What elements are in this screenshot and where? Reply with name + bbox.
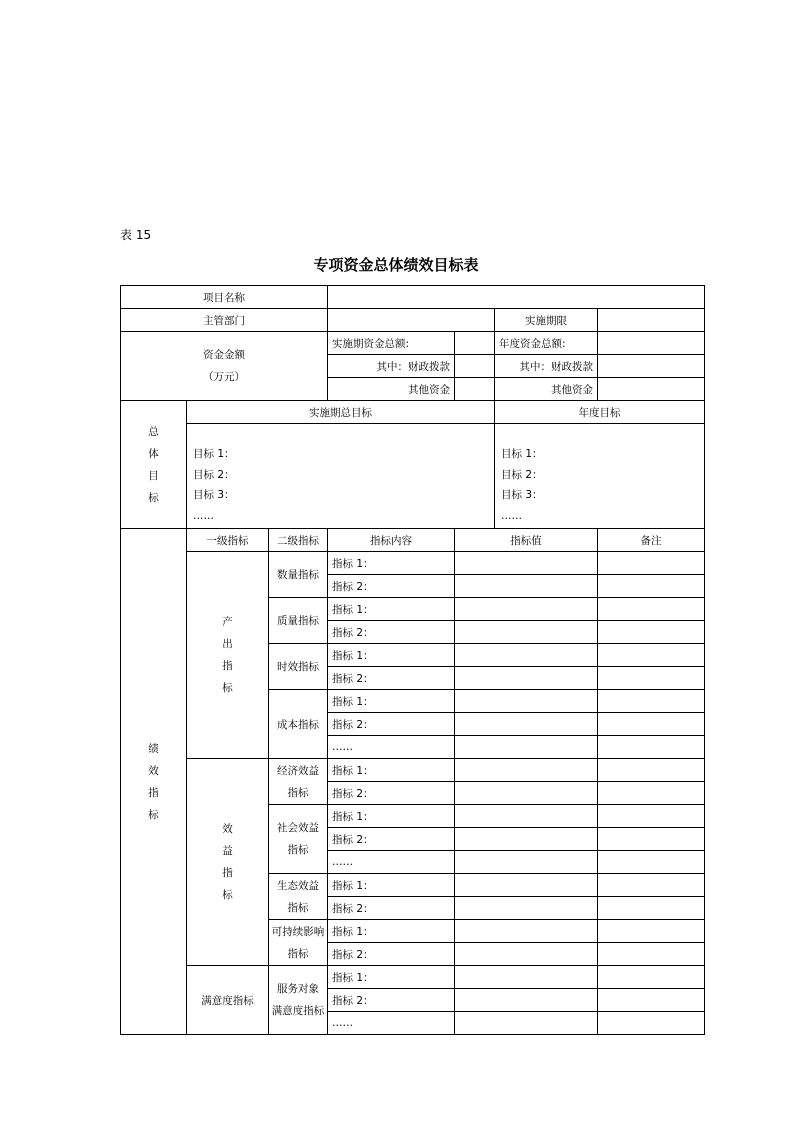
indicator-content: 指标 2： <box>328 575 455 598</box>
economic-indicator <box>269 759 328 805</box>
col-remark: 备注 <box>598 529 705 552</box>
period-goal-header: 实施期总目标 <box>187 401 495 424</box>
indicator-content: 指标 2： <box>328 621 455 644</box>
indicator-remark[interactable] <box>598 1012 705 1035</box>
perf-char: 标 <box>148 808 159 821</box>
annual-goal-2: 目标 2： <box>501 468 543 481</box>
annual-funds-label: 年度资金总额: <box>495 332 598 355</box>
total-other-label: 其他资金 <box>328 378 455 401</box>
perf-char: 效 <box>148 764 159 777</box>
indicator-remark[interactable] <box>598 943 705 966</box>
social-line2: 指标 <box>287 844 309 856</box>
fund-amount-label <box>121 332 328 401</box>
overall-char: 体 <box>148 447 159 460</box>
overall-char: 目 <box>148 469 159 482</box>
total-other-value[interactable] <box>455 378 495 401</box>
quantity-indicator: 数量指标 <box>269 552 328 598</box>
indicator-remark[interactable] <box>598 805 705 828</box>
indicator-content: 指标 1： <box>328 552 455 575</box>
benefit-indicator-label <box>187 759 269 966</box>
indicator-remark[interactable] <box>598 828 705 851</box>
service-satisfaction-indicator <box>269 966 328 1035</box>
benefit-char: 效 <box>222 823 233 835</box>
social-line1: 社会效益 <box>277 822 319 834</box>
economic-line2: 指标 <box>287 786 309 799</box>
social-indicator <box>269 805 328 874</box>
total-fiscal-value[interactable] <box>455 355 495 378</box>
indicator-value[interactable] <box>455 759 598 782</box>
service-line1: 服务对象 <box>277 983 319 995</box>
indicator-value[interactable] <box>455 575 598 598</box>
page-title: 专项资金总体绩效目标表 <box>313 256 479 274</box>
col-level2: 二级指标 <box>269 529 328 552</box>
indicator-value[interactable] <box>455 621 598 644</box>
annual-goal-3: 目标 3： <box>501 489 543 501</box>
benefit-char: 标 <box>222 889 233 901</box>
indicator-remark[interactable] <box>598 713 705 736</box>
total-funds-value[interactable] <box>455 332 495 355</box>
period-label: 实施期限 <box>495 309 598 332</box>
indicator-remark[interactable] <box>598 736 705 759</box>
indicator-value[interactable] <box>455 598 598 621</box>
indicator-remark[interactable] <box>598 690 705 713</box>
indicator-remark[interactable] <box>598 851 705 874</box>
indicator-value[interactable] <box>455 966 598 989</box>
indicator-value[interactable] <box>455 989 598 1012</box>
project-name-value[interactable] <box>328 286 705 309</box>
output-char: 产 <box>222 616 233 628</box>
total-fiscal-label: 其中：财政拨款 <box>328 355 455 378</box>
indicator-remark[interactable] <box>598 874 705 897</box>
sustainable-line1: 可持续影响 <box>271 925 325 938</box>
output-indicator-label <box>187 552 269 759</box>
annual-goal-cell[interactable] <box>495 424 705 529</box>
indicator-remark[interactable] <box>598 598 705 621</box>
ecological-indicator <box>269 874 328 920</box>
timeliness-indicator: 时效指标 <box>269 644 328 690</box>
indicator-content: 指标 1： <box>328 874 455 897</box>
period-goal-1: 目标 1： <box>193 448 235 460</box>
annual-goal-more: …… <box>501 509 522 522</box>
cost-indicator: 成本指标 <box>269 690 328 759</box>
economic-line1: 经济效益 <box>277 764 319 777</box>
indicator-content: 指标 1： <box>328 805 455 828</box>
col-content: 指标内容 <box>328 529 455 552</box>
table-label: 表 15 <box>120 228 152 242</box>
indicator-remark[interactable] <box>598 575 705 598</box>
overall-char: 标 <box>148 491 159 504</box>
benefit-char: 益 <box>222 845 233 857</box>
indicator-remark[interactable] <box>598 782 705 805</box>
perf-char: 绩 <box>148 742 159 755</box>
ecological-line2: 指标 <box>287 901 309 914</box>
performance-indicator-label <box>121 529 187 1035</box>
period-goal-cell[interactable] <box>187 424 495 529</box>
fund-amount-line1: 资金金额 <box>203 349 245 361</box>
col-level1: 一级指标 <box>187 529 269 552</box>
indicator-value[interactable] <box>455 552 598 575</box>
service-line2: 满意度指标 <box>271 1005 325 1017</box>
annual-other-label: 其他资金 <box>495 378 598 401</box>
indicator-value[interactable] <box>455 805 598 828</box>
indicator-value[interactable] <box>455 828 598 851</box>
indicator-content: 指标 1： <box>328 759 455 782</box>
indicator-value[interactable] <box>455 874 598 897</box>
col-value: 指标值 <box>455 529 598 552</box>
annual-fiscal-label: 其中：财政拨款 <box>495 355 598 378</box>
indicator-value[interactable] <box>455 851 598 874</box>
period-goal-2: 目标 2： <box>193 468 235 481</box>
indicator-value[interactable] <box>455 713 598 736</box>
indicator-content: 指标 1： <box>328 966 455 989</box>
total-funds-label: 实施期资金总额: <box>328 332 455 355</box>
annual-funds-value[interactable] <box>598 332 705 355</box>
indicator-value[interactable] <box>455 644 598 667</box>
performance-goal-table <box>120 285 705 1035</box>
output-char: 出 <box>222 638 233 650</box>
indicator-value[interactable] <box>455 897 598 920</box>
sustainable-indicator <box>269 920 328 966</box>
output-char: 标 <box>222 682 233 694</box>
indicator-value[interactable] <box>455 920 598 943</box>
indicator-remark[interactable] <box>598 667 705 690</box>
indicator-content: 指标 2： <box>328 667 455 690</box>
indicator-value[interactable] <box>455 736 598 759</box>
quality-indicator: 质量指标 <box>269 598 328 644</box>
indicator-remark[interactable] <box>598 989 705 1012</box>
annual-goal-1: 目标 1： <box>501 448 543 460</box>
indicator-remark[interactable] <box>598 966 705 989</box>
overall-goal-label <box>121 401 187 529</box>
period-goal-3: 目标 3： <box>193 489 235 501</box>
indicator-remark[interactable] <box>598 621 705 644</box>
fund-amount-line2: （万元） <box>203 371 245 383</box>
indicator-content: 指标 2： <box>328 897 455 920</box>
indicator-content: 指标 2： <box>328 782 455 805</box>
indicator-content: …… <box>328 1012 455 1035</box>
indicator-content: 指标 2： <box>328 713 455 736</box>
indicator-value[interactable] <box>455 782 598 805</box>
period-value[interactable] <box>598 309 705 332</box>
ecological-line1: 生态效益 <box>277 879 319 892</box>
indicator-remark[interactable] <box>598 759 705 782</box>
indicator-remark[interactable] <box>598 644 705 667</box>
annual-fiscal-value[interactable] <box>598 355 705 378</box>
indicator-value[interactable] <box>455 1012 598 1035</box>
project-name-label: 项目名称 <box>121 286 328 309</box>
indicator-remark[interactable] <box>598 920 705 943</box>
indicator-remark[interactable] <box>598 552 705 575</box>
overall-char: 总 <box>148 425 159 438</box>
indicator-content: 指标 2： <box>328 828 455 851</box>
department-value[interactable] <box>328 309 495 332</box>
perf-char: 指 <box>148 786 159 799</box>
indicator-content: …… <box>328 851 455 874</box>
sustainable-line2: 指标 <box>287 947 309 960</box>
indicator-content: 指标 2： <box>328 989 455 1012</box>
indicator-remark[interactable] <box>598 897 705 920</box>
indicator-value[interactable] <box>455 690 598 713</box>
indicator-content: 指标 1： <box>328 644 455 667</box>
period-goal-more: …… <box>193 509 214 522</box>
annual-goal-header: 年度目标 <box>495 401 705 424</box>
department-label: 主管部门 <box>121 309 328 332</box>
indicator-content: 指标 1： <box>328 690 455 713</box>
indicator-value[interactable] <box>455 667 598 690</box>
indicator-content: 指标 1： <box>328 598 455 621</box>
satisfaction-indicator: 满意度指标 <box>187 966 269 1035</box>
indicator-content: 指标 2： <box>328 943 455 966</box>
output-char: 指 <box>222 660 233 672</box>
annual-other-value[interactable] <box>598 378 705 401</box>
indicator-content: …… <box>328 736 455 759</box>
indicator-value[interactable] <box>455 943 598 966</box>
benefit-char: 指 <box>222 867 233 879</box>
indicator-content: 指标 1： <box>328 920 455 943</box>
